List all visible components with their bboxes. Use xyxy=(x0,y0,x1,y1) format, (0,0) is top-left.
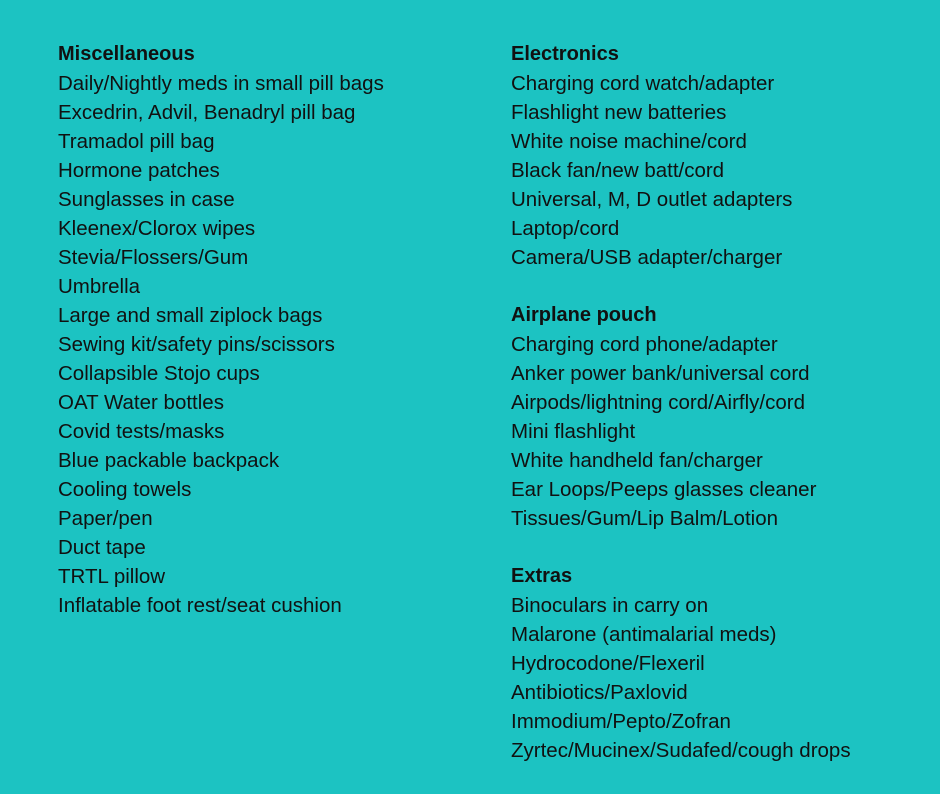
list-item: Kleenex/Clorox wipes xyxy=(58,217,256,240)
section-heading: Electronics xyxy=(511,43,619,65)
list-item: Zyrtec/Mucinex/Sudafed/cough drops xyxy=(511,739,851,762)
section-heading: Miscellaneous xyxy=(58,43,195,65)
list-item: Duct tape xyxy=(58,536,146,559)
item-list xyxy=(511,330,931,533)
list-item: Mini flashlight xyxy=(511,420,636,443)
left-column xyxy=(58,40,498,649)
list-item: Universal, M, D outlet adapters xyxy=(511,188,793,211)
section-extras xyxy=(511,562,931,765)
list-item: Sewing kit/safety pins/scissors xyxy=(58,333,335,356)
list-item: Inflatable foot rest/seat cushion xyxy=(58,594,342,617)
list-item: Charging cord phone/adapter xyxy=(511,333,778,356)
list-item: Malarone (antimalarial meds) xyxy=(511,623,777,646)
list-item: Umbrella xyxy=(58,275,141,298)
list-item: Cooling towels xyxy=(58,478,192,501)
list-item: Stevia/Flossers/Gum xyxy=(58,246,249,269)
item-list xyxy=(511,69,931,272)
section-heading: Extras xyxy=(511,565,573,587)
list-item: Excedrin, Advil, Benadryl pill bag xyxy=(58,101,356,124)
list-item: Black fan/new batt/cord xyxy=(511,159,725,182)
right-column xyxy=(511,40,931,794)
list-item: Covid tests/masks xyxy=(58,420,225,443)
list-item: Hormone patches xyxy=(58,159,220,182)
list-item: Ear Loops/Peeps glasses cleaner xyxy=(511,478,817,501)
list-item: Immodium/Pepto/Zofran xyxy=(511,710,731,733)
list-item: Flashlight new batteries xyxy=(511,101,727,124)
section-airplane-pouch xyxy=(511,301,931,533)
list-item: Laptop/cord xyxy=(511,217,620,240)
item-list xyxy=(58,69,498,620)
list-item: Airpods/lightning cord/Airfly/cord xyxy=(511,391,805,414)
list-item: Large and small ziplock bags xyxy=(58,304,323,327)
list-item: Anker power bank/universal cord xyxy=(511,362,810,385)
list-item: Sunglasses in case xyxy=(58,188,235,211)
list-item: Charging cord watch/adapter xyxy=(511,72,775,95)
list-item: Paper/pen xyxy=(58,507,153,530)
list-item: Tramadol pill bag xyxy=(58,130,215,153)
list-item: Binoculars in carry on xyxy=(511,594,709,617)
list-item: White noise machine/cord xyxy=(511,130,747,153)
list-item: Blue packable backpack xyxy=(58,449,280,472)
section-heading: Airplane pouch xyxy=(511,304,657,326)
list-item: TRTL pillow xyxy=(58,565,166,588)
list-item: Collapsible Stojo cups xyxy=(58,362,260,385)
list-item: White handheld fan/charger xyxy=(511,449,763,472)
item-list xyxy=(511,591,931,765)
list-item: Tissues/Gum/Lip Balm/Lotion xyxy=(511,507,778,530)
list-item: Camera/USB adapter/charger xyxy=(511,246,783,269)
section-electronics xyxy=(511,40,931,272)
list-item: Hydrocodone/Flexeril xyxy=(511,652,705,675)
section-miscellaneous xyxy=(58,40,498,620)
list-item: OAT Water bottles xyxy=(58,391,224,414)
list-item: Daily/Nightly meds in small pill bags xyxy=(58,72,384,95)
list-item: Antibiotics/Paxlovid xyxy=(511,681,688,704)
